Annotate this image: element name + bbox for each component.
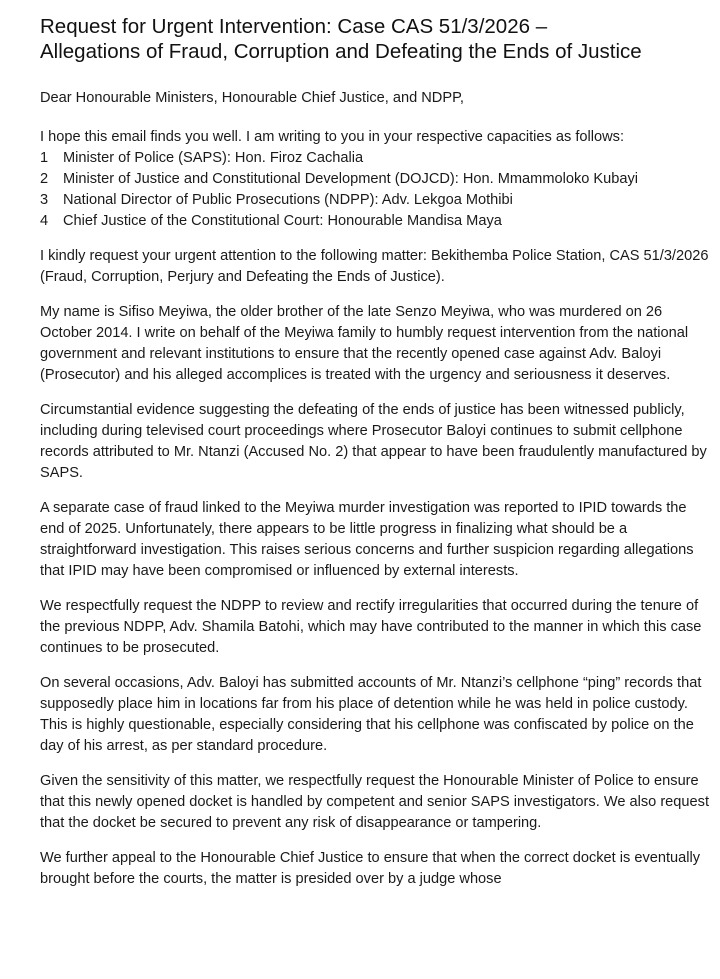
list-item bbox=[40, 169, 712, 190]
list-number: 4 bbox=[40, 213, 49, 229]
paragraph-evidence: Circumstantial evidence suggesting the defeating of the ends of justice has been witnessed publicly, including during televised court proceedings where Prosecutor Baloyi continues to submit cellphone records attributed to Mr. Ntanzi (Accused No. 2) that appear to have been fraudulently manufactured by SAPS. bbox=[40, 402, 707, 481]
paragraph-ipid: A separate case of fraud linked to the Meyiwa murder investigation was reported to IPID towards the end of 2025. Unfortunately, there appears to be little progress in finalizing what should be a straightforward investigation. This raises serious concerns and further suspicion regarding allegations that IPID may have been compromised or influenced by external interests. bbox=[40, 500, 694, 579]
paragraph-case-reference: I kindly request your urgent attention to the following matter: Bekithemba Police Station, CAS 51/3/2026 (Fraud, Corruption, Perjury and Defeating the Ends of Justice). bbox=[40, 248, 709, 285]
recipient-list bbox=[40, 148, 712, 232]
paragraph-ping-records: On several occasions, Adv. Baloyi has submitted accounts of Mr. Ntanzi’s cellphone “ping” records that supposedly place him in locations far from his place of detention while he was held in police custody. This is highly questionable, especially considering that his cellphone was confiscated by police on the day of his arrest, as per standard procedure. bbox=[40, 675, 702, 754]
list-number: 3 bbox=[40, 192, 49, 208]
intro-text: I hope this email finds you well. I am writing to you in your respective capacities as follows: bbox=[40, 129, 625, 145]
email-body bbox=[40, 14, 712, 904]
paragraph-chief-justice-appeal: We further appeal to the Honourable Chief Justice to ensure that when the correct docket is eventually brought before the courts, the matter is presided over by a judge whose bbox=[40, 850, 701, 887]
list-item bbox=[40, 190, 712, 211]
list-item bbox=[40, 148, 712, 169]
list-number: 2 bbox=[40, 171, 49, 187]
list-item-text: National Director of Public Prosecutions (NDPP): Adv. Lekgoa Mothibi bbox=[63, 192, 513, 208]
list-item-text: Minister of Police (SAPS): Hon. Firoz Cachalia bbox=[63, 150, 364, 166]
page-title bbox=[40, 14, 712, 64]
list-item-text: Minister of Justice and Constitutional Development (DOJCD): Hon. Mmammoloko Kubayi bbox=[63, 171, 639, 187]
paragraph-introduction: My name is Sifiso Meyiwa, the older brother of the late Senzo Meyiwa, who was murdered on 26 October 2014. I write on behalf of the Meyiwa family to humbly request intervention from the national government and relevant institutions to ensure that the recently opened case against Adv. Baloyi (Prosecutor) and his alleged accomplices is treated with the urgency and seriousness it deserves. bbox=[40, 304, 689, 383]
paragraph-police-request: Given the sensitivity of this matter, we respectfully request the Honourable Minister of Police to ensure that this newly opened docket is handled by competent and senior SAPS investigators. We also request that the docket be secured to prevent any risk of disappearance or tampering. bbox=[40, 773, 710, 831]
list-number: 1 bbox=[40, 150, 49, 166]
list-item-text: Chief Justice of the Constitutional Court: Honourable Mandisa Maya bbox=[63, 213, 502, 229]
paragraph-ndpp-request: We respectfully request the NDPP to review and rectify irregularities that occurred during the tenure of the previous NDPP, Adv. Shamila Batohi, which may have contributed to the manner in which this case continues to be prosecuted. bbox=[40, 598, 702, 656]
title-line-1: Request for Urgent Intervention: Case CAS 51/3/2026 – bbox=[40, 15, 548, 38]
title-line-2: Allegations of Fraud, Corruption and Defeating the Ends of Justice bbox=[40, 40, 642, 63]
salutation: Dear Honourable Ministers, Honourable Chief Justice, and NDPP, bbox=[40, 90, 464, 106]
list-item bbox=[40, 211, 712, 232]
